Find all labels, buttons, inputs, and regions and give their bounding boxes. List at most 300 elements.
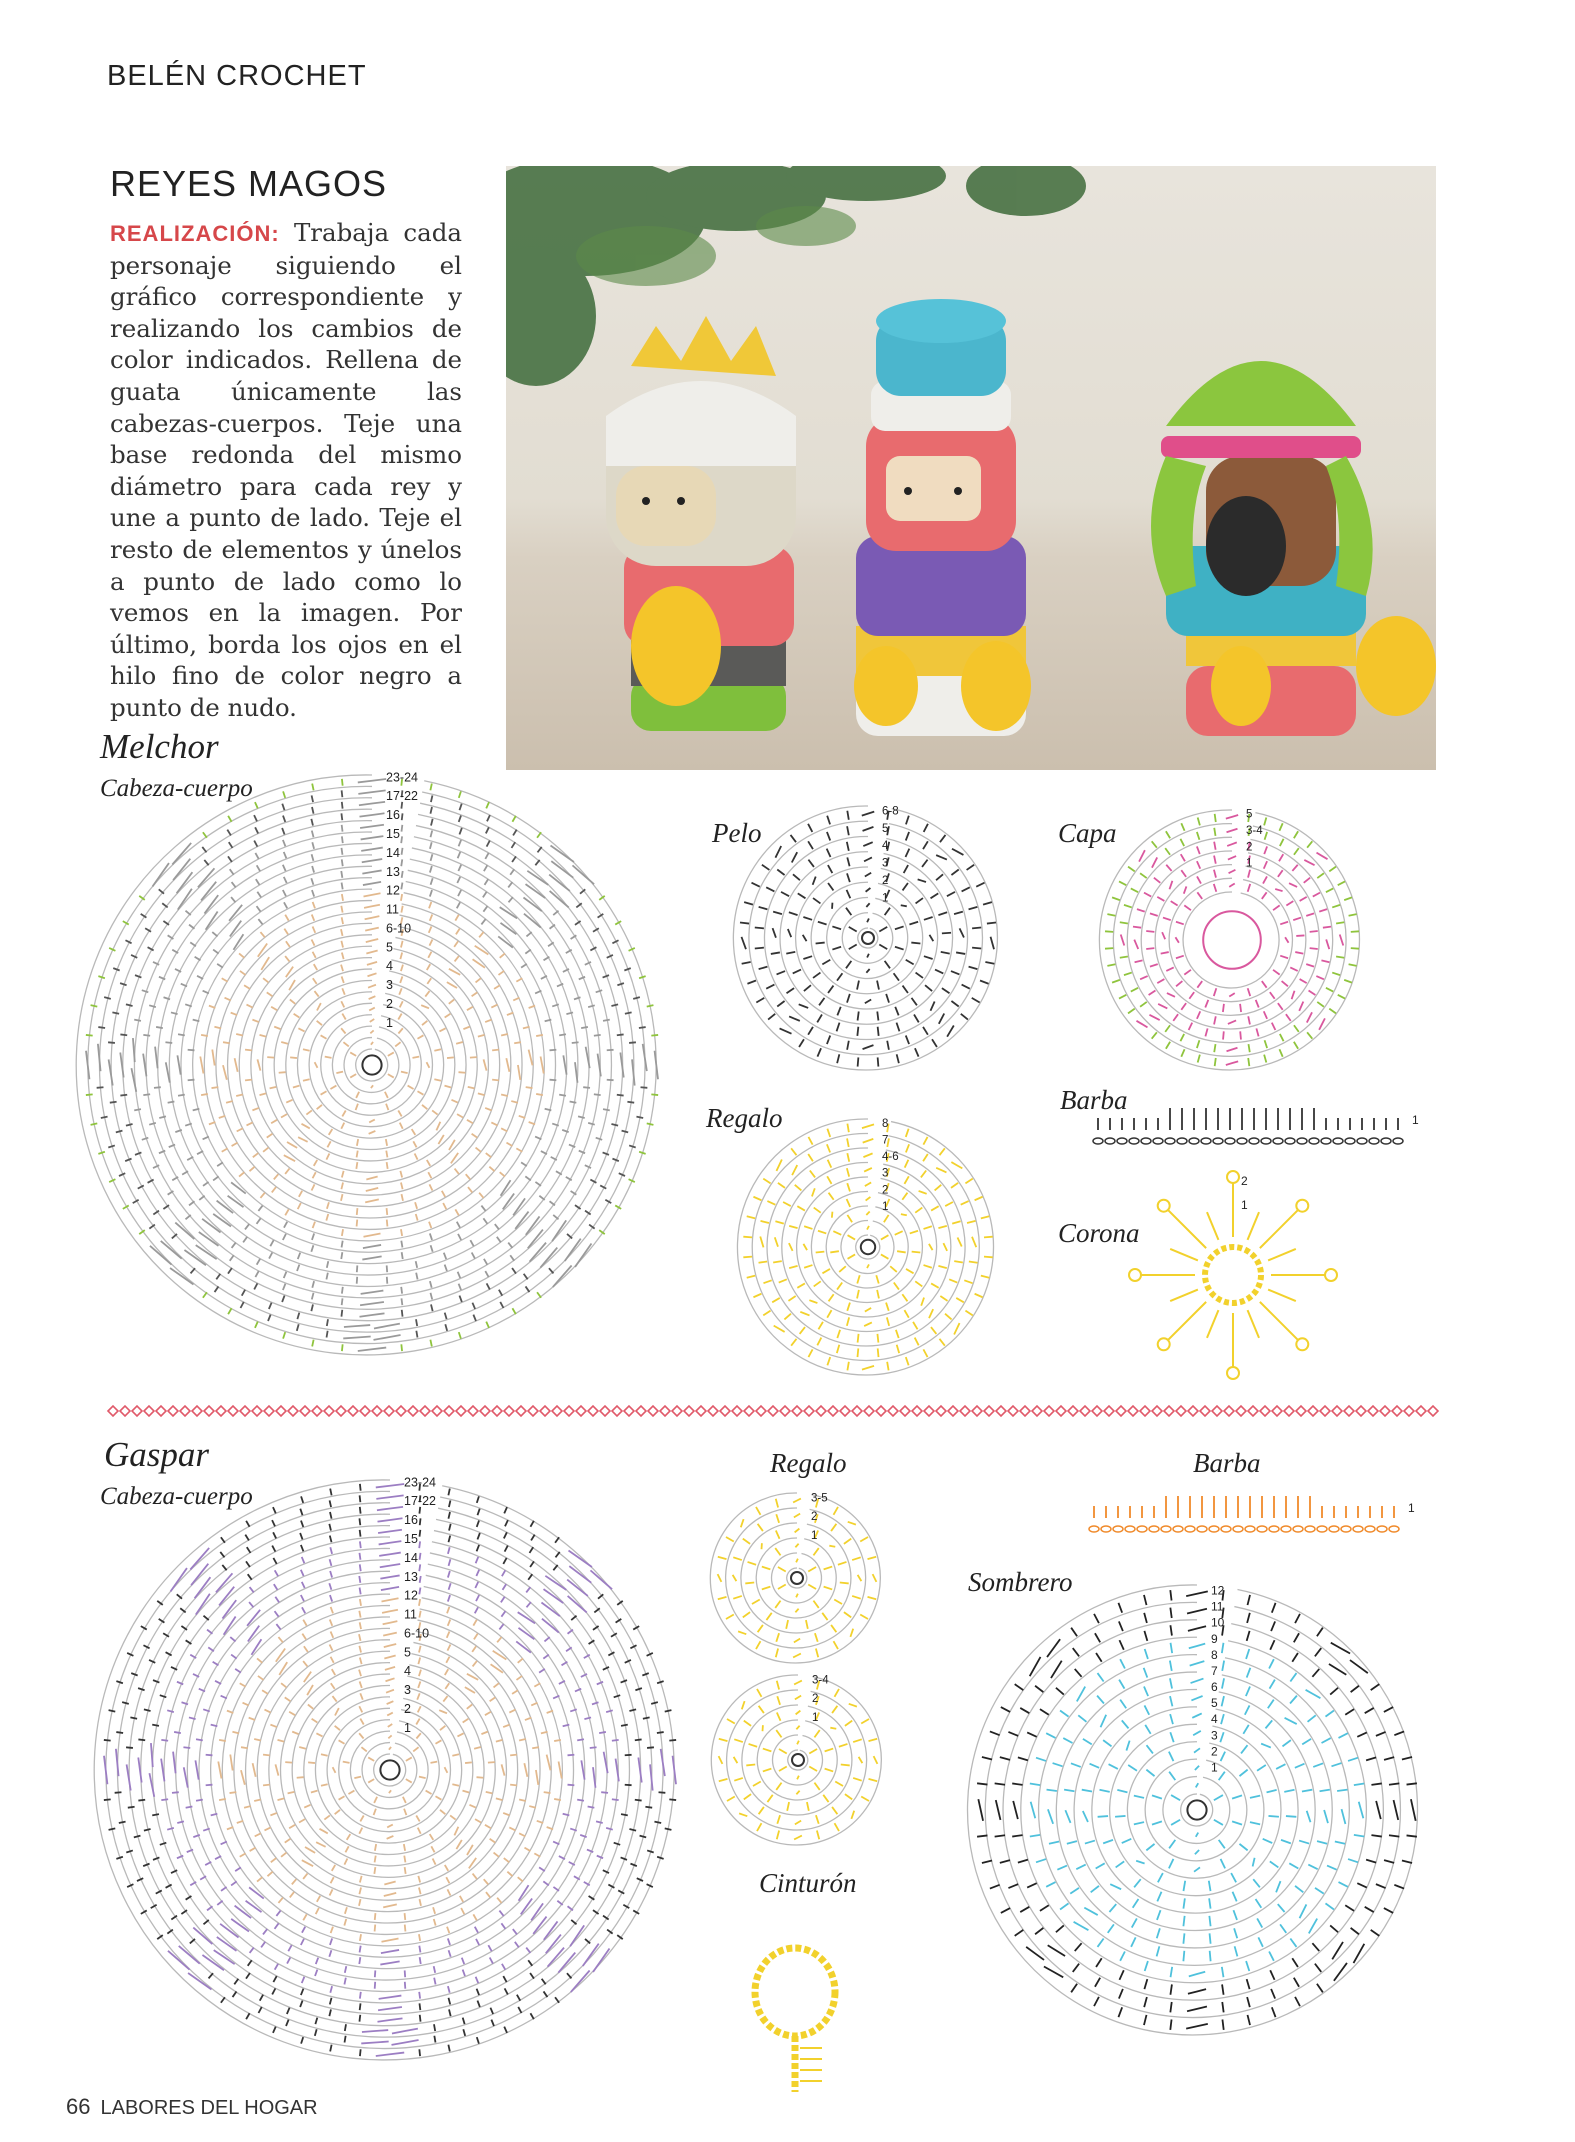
increase-stitch — [362, 2030, 388, 2032]
stitch — [777, 1815, 780, 1824]
stitch — [1241, 1745, 1247, 1753]
stitch — [481, 1732, 487, 1735]
stitch — [109, 1828, 116, 1829]
stitch — [416, 1815, 419, 1821]
stitch — [1302, 1790, 1312, 1792]
stitch — [868, 1597, 877, 1599]
stitch — [1247, 1979, 1250, 1989]
stitch — [262, 1690, 268, 1694]
section-label: BELÉN CROCHET — [107, 60, 367, 92]
stitch — [272, 1546, 275, 1552]
stitch — [447, 1889, 450, 1895]
chart-ring — [222, 1606, 551, 1935]
stitch — [1157, 1910, 1161, 1920]
row-label: 5 — [1246, 808, 1253, 821]
increase-stitch — [218, 1761, 221, 1778]
stitch — [301, 1939, 304, 1945]
increase-stitch — [387, 1701, 394, 1704]
stitch — [452, 1784, 459, 1786]
stitch — [477, 2037, 479, 2044]
increase-stitch — [829, 1546, 835, 1547]
stitch — [160, 1695, 167, 1697]
stitch — [250, 1948, 254, 1953]
stitch — [743, 1539, 750, 1544]
stitch — [1348, 1859, 1358, 1862]
stitch — [1169, 1840, 1175, 1848]
increase-stitch — [1329, 1664, 1346, 1675]
increase-stitch — [1191, 1696, 1202, 1700]
chart-ring — [304, 1685, 473, 1854]
stitch — [278, 1898, 282, 1903]
melchor-regalo-label: Regalo — [706, 1103, 783, 1133]
stitch — [1330, 1688, 1338, 1695]
stitch — [599, 1732, 606, 1733]
row-label: 1 — [812, 1711, 819, 1724]
stitch — [448, 1986, 450, 1993]
belt-loop — [755, 1948, 835, 2036]
stitch — [419, 1564, 420, 1571]
stitch — [1128, 1765, 1137, 1771]
melchor-pelo-label: Pelo — [712, 818, 762, 848]
stitch — [1134, 1822, 1144, 1824]
stitch — [977, 1835, 987, 1836]
stitch — [109, 1710, 116, 1711]
stitch — [1131, 1937, 1136, 1946]
chart-ring — [1145, 1759, 1247, 1861]
stitch — [449, 1524, 451, 1531]
stitch — [473, 1661, 477, 1666]
stitch — [275, 1570, 278, 1576]
stitch — [1012, 1835, 1022, 1836]
stitch — [475, 1927, 478, 1933]
increase-stitch — [1350, 1660, 1368, 1673]
stitch — [834, 1641, 839, 1649]
stitch — [300, 2001, 302, 2007]
stitch — [834, 1507, 839, 1515]
stitch — [281, 1683, 286, 1687]
stitch — [490, 1958, 493, 1964]
stitch — [289, 1825, 295, 1828]
row-label: 3 — [882, 1167, 889, 1180]
chain-stitch — [1257, 1526, 1267, 1532]
increase-stitch — [1195, 1766, 1199, 1770]
stitch — [368, 1757, 374, 1760]
stitch — [332, 1669, 335, 1675]
stitch — [1270, 1861, 1279, 1867]
stitch — [452, 1754, 459, 1756]
row-label: 15 — [386, 826, 400, 841]
stitch — [852, 1557, 861, 1560]
stitch — [1144, 1686, 1148, 1696]
stitch — [756, 1507, 761, 1515]
stitch — [1384, 1757, 1394, 1760]
stitch — [419, 1899, 421, 1906]
increase-stitch — [1051, 1661, 1062, 1678]
stitch — [289, 1712, 295, 1715]
stitch — [433, 1907, 435, 1914]
increase-stitch — [533, 1917, 546, 1934]
stitch — [813, 1601, 818, 1608]
stitch — [246, 1973, 250, 1979]
stitch — [1157, 1946, 1160, 1956]
stitch — [430, 1762, 437, 1763]
stitch — [447, 1644, 450, 1650]
stitch — [221, 1537, 225, 1543]
increase-stitch — [1196, 1783, 1198, 1787]
stitch — [220, 1552, 224, 1557]
stitch — [1281, 1840, 1291, 1843]
increase-stitch — [796, 1791, 799, 1795]
increase-stitch — [454, 1827, 458, 1836]
increase-stitch — [383, 1904, 397, 1907]
increase-stitch — [316, 1842, 325, 1847]
stitch — [285, 1839, 291, 1843]
stitch — [777, 1831, 779, 1840]
stitch — [635, 1800, 642, 1801]
increase-stitch — [1188, 1626, 1206, 1631]
stitch — [1402, 1757, 1412, 1760]
row-label: 1 — [1408, 1501, 1415, 1515]
stitch — [1222, 1984, 1223, 1994]
stitch — [814, 1730, 819, 1737]
stitch — [359, 1957, 360, 1964]
chart-ring — [1039, 1655, 1350, 1966]
stitch — [762, 1567, 771, 1570]
stitch — [635, 1739, 642, 1740]
stitch — [1209, 1916, 1210, 1926]
increase-stitch — [996, 1800, 1001, 1820]
chain-stitch — [1173, 1526, 1183, 1532]
increase-stitch — [383, 1621, 398, 1624]
stitch — [753, 1782, 761, 1787]
increase-stitch — [1187, 2007, 1207, 2012]
stitch — [344, 1978, 345, 1985]
stitch — [767, 1795, 772, 1802]
stitch — [1210, 1933, 1211, 1943]
stitch — [227, 1711, 233, 1713]
stitch — [329, 2009, 331, 2016]
stitch — [317, 1896, 320, 1902]
stitch — [486, 1792, 493, 1794]
row-label: 11 — [386, 902, 399, 917]
stitch — [1145, 1649, 1148, 1659]
stitch — [276, 1911, 280, 1916]
stitch — [544, 1991, 548, 1997]
stitch — [776, 1783, 781, 1790]
stitch — [221, 1887, 227, 1891]
stitch — [1071, 1628, 1077, 1637]
stitch — [457, 1733, 463, 1736]
stitch — [809, 1767, 817, 1772]
increase-stitch — [795, 1821, 801, 1825]
stitch — [460, 1896, 463, 1902]
stitch — [1144, 1595, 1147, 1605]
stitch — [339, 1796, 345, 1799]
stitch — [645, 1807, 652, 1808]
increase-stitch — [796, 1726, 799, 1730]
stitch — [1120, 1952, 1125, 1961]
row-label: 6-8 — [882, 805, 899, 818]
stitch — [1095, 1633, 1100, 1642]
stitch — [1290, 1938, 1296, 1946]
stitch — [1330, 1925, 1338, 1932]
stitch — [330, 1489, 331, 1496]
stitch — [1256, 1899, 1262, 1908]
stitch — [499, 1911, 503, 1916]
stitch — [344, 1858, 347, 1864]
stitch — [659, 1792, 666, 1793]
stitch — [1232, 1821, 1242, 1824]
chart-center — [380, 1760, 399, 1779]
stitch — [1258, 1937, 1263, 1946]
stitch — [539, 1867, 545, 1871]
stitch — [122, 1702, 129, 1704]
stitch — [360, 1992, 361, 1999]
stitch — [264, 1827, 270, 1830]
stitch — [1171, 1820, 1180, 1825]
increase-stitch — [361, 2042, 388, 2044]
stitch — [1144, 2015, 1147, 2025]
stitch — [450, 1815, 455, 1819]
row-label: 8 — [882, 1117, 889, 1130]
stitch — [315, 1970, 317, 1976]
stitch — [472, 1646, 476, 1652]
increase-stitch — [383, 1633, 397, 1636]
stitch — [419, 1670, 421, 1677]
stitch — [354, 1777, 361, 1779]
stitch — [258, 2007, 261, 2013]
stitch — [302, 1977, 305, 1983]
stitch — [360, 1946, 361, 1953]
stitch — [530, 1547, 534, 1553]
stitch — [606, 1828, 613, 1830]
stitch — [360, 1622, 361, 1629]
stitch — [1371, 1930, 1380, 1936]
stitch — [1056, 1925, 1064, 1932]
stitch — [1067, 1841, 1077, 1844]
stitch — [243, 1703, 249, 1706]
stitch — [1169, 1859, 1174, 1868]
stitch — [448, 1512, 450, 1519]
stitch — [273, 1507, 276, 1513]
increase-stitch — [193, 1928, 212, 1944]
stitch — [497, 1637, 501, 1642]
increase-stitch — [1191, 1679, 1204, 1684]
stitch — [1221, 1859, 1226, 1868]
stitch — [152, 1814, 159, 1815]
stitch — [637, 1878, 643, 1881]
stitch — [476, 1977, 479, 1983]
increase-stitch — [1192, 1713, 1201, 1717]
stitch — [517, 1995, 520, 2001]
stitch — [502, 1570, 505, 1576]
row-label: 3 — [1211, 1728, 1218, 1743]
stitch — [343, 1762, 350, 1763]
stitch — [474, 1747, 481, 1749]
row-label: 23-24 — [386, 770, 418, 785]
stitch — [447, 1631, 450, 1637]
increase-stitch — [1074, 1922, 1089, 1930]
stitch — [1098, 1673, 1104, 1681]
stitch — [1036, 1859, 1046, 1862]
row-label: 11 — [404, 1607, 417, 1622]
chain-stitch — [1113, 1526, 1123, 1532]
chart-ring — [1127, 1742, 1264, 1879]
increase-stitch — [851, 1811, 854, 1819]
stitch — [516, 1676, 522, 1680]
stitch — [1170, 1732, 1173, 1742]
stitch — [1220, 1732, 1223, 1742]
stitch — [1170, 1625, 1171, 1635]
chart-ring — [257, 1640, 517, 1900]
stitch — [275, 1923, 279, 1929]
stitch — [1170, 1696, 1172, 1706]
stitch — [207, 1906, 212, 1910]
stitch — [1239, 1844, 1247, 1851]
stitch — [1246, 1961, 1249, 1971]
stitch — [275, 1964, 278, 1970]
stitch — [614, 1843, 621, 1845]
stitch — [476, 1595, 479, 1601]
stitch — [557, 1901, 562, 1905]
stitch — [845, 1721, 852, 1726]
stitch — [1144, 1631, 1147, 1641]
stitch — [504, 2027, 507, 2033]
increase-stitch — [445, 1767, 448, 1773]
stitch — [1295, 1764, 1305, 1768]
stitch — [504, 1858, 509, 1862]
stitch — [488, 1945, 491, 1951]
stitch — [861, 1719, 869, 1724]
chain-stitch — [1353, 1526, 1363, 1532]
chart-ring — [1181, 1794, 1213, 1826]
stitch — [375, 1856, 376, 1863]
stitch — [1394, 1731, 1404, 1735]
stitch — [134, 1836, 141, 1838]
increase-stitch — [384, 1655, 395, 1658]
stitch — [977, 1783, 987, 1784]
stitch — [1247, 1631, 1250, 1641]
stitch — [621, 1814, 628, 1815]
stitch — [273, 1558, 276, 1564]
increase-stitch — [382, 1610, 398, 1613]
stitch — [285, 1697, 291, 1701]
stitch — [1315, 1964, 1321, 1972]
stitch — [273, 2027, 276, 2033]
gaspar-regalo-label: Regalo — [770, 1448, 847, 1478]
stitch — [530, 2013, 533, 2019]
stitch — [419, 1646, 421, 1653]
increase-stitch — [1030, 1657, 1041, 1676]
stitch — [257, 1877, 262, 1881]
stitch — [446, 1657, 449, 1663]
increase-stitch — [389, 1790, 391, 1793]
increase-stitch — [1353, 1944, 1364, 1963]
increase-stitch — [849, 1704, 857, 1707]
stitch — [475, 1607, 478, 1613]
stitch — [1171, 1795, 1180, 1800]
stitch — [647, 1850, 654, 1852]
stitch — [278, 1740, 285, 1742]
stitch — [776, 1649, 778, 1658]
stitch — [1312, 1943, 1319, 1951]
stitch — [577, 1739, 584, 1740]
stitch — [504, 1507, 507, 1513]
increase-stitch — [387, 1836, 394, 1839]
stitch — [832, 1807, 837, 1814]
stitch — [1320, 1790, 1330, 1792]
stitch — [303, 1620, 306, 1626]
stitch — [308, 1705, 313, 1709]
stitch — [434, 1919, 436, 1926]
stitch — [1120, 1700, 1126, 1709]
stitch — [621, 1680, 627, 1682]
stitch — [758, 1625, 763, 1632]
stitch — [405, 1970, 406, 1977]
chart-ring — [1056, 1672, 1332, 1948]
row-label: 2 — [1246, 841, 1253, 854]
stitch — [757, 1823, 762, 1831]
stitch — [434, 1978, 435, 1985]
stitch — [1119, 1640, 1123, 1650]
stitch — [403, 1797, 406, 1803]
increase-stitch — [1048, 1945, 1065, 1956]
stitch — [537, 1821, 543, 1823]
increase-stitch — [392, 2029, 418, 2034]
chart-ring — [246, 1628, 529, 1911]
stitch — [418, 1876, 420, 1883]
stitch — [330, 1512, 332, 1519]
increase-stitch — [388, 1724, 392, 1727]
stitch — [1012, 1783, 1022, 1784]
stitch — [1115, 1816, 1125, 1817]
stitch — [776, 1633, 779, 1642]
chain-stitch — [1269, 1526, 1279, 1532]
melchor-barba-label: Barba — [1060, 1085, 1128, 1115]
stitch — [348, 1791, 354, 1794]
row-label: 4 — [386, 959, 393, 974]
stitch — [116, 1857, 123, 1859]
stitch — [1233, 1910, 1237, 1920]
stitch — [1278, 1904, 1285, 1912]
melchor-subtitle: Cabeza-cuerpo — [100, 775, 253, 802]
stitch — [275, 1597, 279, 1603]
stitch — [528, 1960, 532, 1966]
stitch — [465, 1762, 472, 1763]
stitch — [143, 1864, 149, 1866]
stitch — [1271, 1989, 1275, 1999]
increase-stitch — [195, 1760, 198, 1779]
row-label: 6-10 — [404, 1626, 430, 1641]
stitch — [1371, 1684, 1380, 1690]
row-label: 3-5 — [811, 1492, 828, 1505]
stitch — [510, 1755, 517, 1756]
stitch — [419, 1588, 420, 1595]
stitch — [1407, 1783, 1417, 1784]
realizacion-text: Trabaja cada personaje siguiendo el gráfico correspondiente y realizando los cambios de color indicados. Rellena de guata únicamente las cabezas-cuerpos. Teje una base redonda del mismo diámetro para cada rey y une a punto de lado. Teje el resto de elementos y únelos a punto de lado como lo vemos en la imagen. Por último, borda los ojos en el hilo fino de color negro a punto de nudo. — [110, 218, 462, 722]
stitch — [330, 2045, 331, 2052]
stitch — [1152, 1821, 1162, 1824]
increase-stitch — [797, 1776, 799, 1780]
stitch — [413, 1747, 418, 1751]
stitch — [485, 1712, 491, 1715]
row-label: 4-6 — [882, 1151, 899, 1164]
stitch — [1219, 1772, 1225, 1780]
stitch — [501, 1611, 505, 1617]
stitch — [255, 1833, 261, 1836]
stitch — [1133, 1899, 1139, 1908]
stitch — [505, 1520, 508, 1526]
